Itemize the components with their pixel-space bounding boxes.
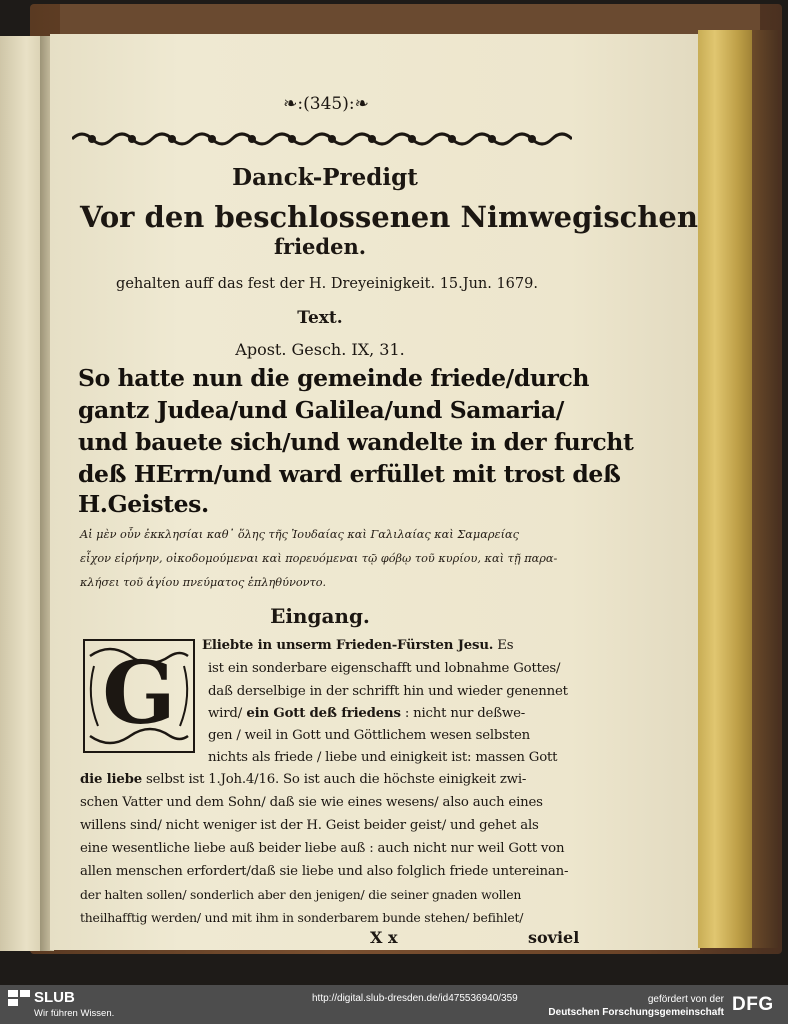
- sermon-title: Danck-Predigt: [232, 164, 418, 191]
- body-line: gen / weil in Gott und Göttlichem wesen selbsten: [208, 728, 531, 743]
- catchword: soviel: [528, 928, 580, 947]
- library-tagline: Wir führen Wissen.: [34, 1008, 115, 1019]
- body-line: theilhafftig werden/ und mit ihm in sonderbarem bunde stehen/ befihlet/: [80, 910, 524, 925]
- body-line: willens sind/ nicht weniger ist der H. Geist beider geist/ und gehet als: [80, 818, 539, 833]
- slub-logo-icon: [8, 990, 32, 1006]
- body-text: : nicht nur deßwe-: [400, 706, 526, 721]
- verse-line: So hatte nun die gemeinde friede/durch: [78, 364, 590, 392]
- body-bold-text: Eliebte in unserm Frieden-Fürsten Jesu.: [202, 638, 494, 653]
- body-line: allen menschen erfordert/daß sie liebe und also folglich friede untereinan-: [80, 864, 569, 879]
- body-line: der halten sollen/ sonderlich aber den jenigen/ die seiner gnaden wollen: [80, 887, 522, 902]
- permalink-url[interactable]: http://digital.slub-dresden.de/id475536940/359: [312, 993, 518, 1004]
- greek-verse-line: εἶχον εἰρήνην, οἰκοδομούμεναι καὶ πορευόμεναι τῷ φόβῳ τοῦ κυρίου, καὶ τῇ παρα-: [80, 552, 558, 565]
- greek-verse-line: κλήσει τοῦ ἁγίου πνεύματος ἐπληθύνοντο.: [80, 576, 327, 589]
- verse-line: und bauete sich/und wandelte in der furcht: [78, 428, 634, 456]
- scripture-reference: Apost. Gesch. IX, 31.: [235, 340, 405, 359]
- left-page-edge: [0, 36, 44, 951]
- ornament-border: [72, 127, 572, 151]
- body-bold-text: die liebe: [80, 772, 142, 787]
- dfg-logo[interactable]: DFG: [732, 994, 774, 1015]
- sermon-subtitle-end: frieden.: [273, 234, 367, 259]
- body-text: selbst ist 1.Joh.4/16. So ist auch die höchste einigkeit zwi-: [141, 772, 527, 787]
- funder-name: Deutschen Forschungsgemeinschaft: [548, 1007, 724, 1018]
- funder-label: gefördert von der: [647, 994, 724, 1005]
- body-line: [202, 638, 513, 653]
- verse-line: deß HErrn/und ward erfüllet mit trost deß: [78, 460, 621, 488]
- library-name[interactable]: SLUB: [34, 989, 75, 1006]
- cover-spine-shadow: [752, 30, 778, 948]
- body-line: [208, 706, 525, 721]
- body-bold-text: ein Gott deß friedens: [241, 706, 401, 721]
- verse-line: gantz Judea/und Galilea/und Samaria/: [78, 396, 564, 424]
- body-text: wird/: [208, 706, 242, 721]
- gilt-page-edges: [698, 30, 754, 948]
- decorated-initial: [80, 636, 198, 756]
- body-line: [80, 772, 526, 787]
- body-line: schen Vatter und dem Sohn/ daß sie wie eines wesens/ also auch eines: [80, 795, 543, 810]
- body-line: eine wesentliche liebe auß beider liebe auß : auch nicht nur weil Gott von: [80, 841, 565, 856]
- body-text: Es: [493, 638, 514, 653]
- page-number: ❧:(345):❧: [283, 94, 369, 114]
- initial-letter: G: [102, 643, 176, 744]
- section-heading: Eingang.: [270, 604, 370, 628]
- body-line: nichts als friede / liebe und einigkeit ist: massen Gott: [208, 750, 558, 765]
- body-line: ist ein sonderbare eigenschafft und lobnahme Gottes/: [208, 661, 561, 676]
- verse-line: H.Geistes.: [78, 490, 209, 518]
- text-label: Text.: [297, 308, 343, 328]
- signature-mark: X x: [370, 928, 398, 947]
- greek-verse-line: Αἱ μὲν οὖν ἐκκλησίαι καθ᾽ ὅλης τῆς Ἰουδαίας καὶ Γαλιλαίας καὶ Σαμαρείας: [80, 528, 519, 541]
- body-line: daß derselbige in der schrifft hin und wieder genennet: [208, 684, 568, 699]
- book-cover-top: [60, 4, 760, 34]
- occasion-line: gehalten auff das fest der H. Dreyeinigkeit. 15.Jun. 1679.: [116, 276, 538, 292]
- sermon-subtitle: Vor den beschlossenen Nimwegischen: [80, 200, 698, 234]
